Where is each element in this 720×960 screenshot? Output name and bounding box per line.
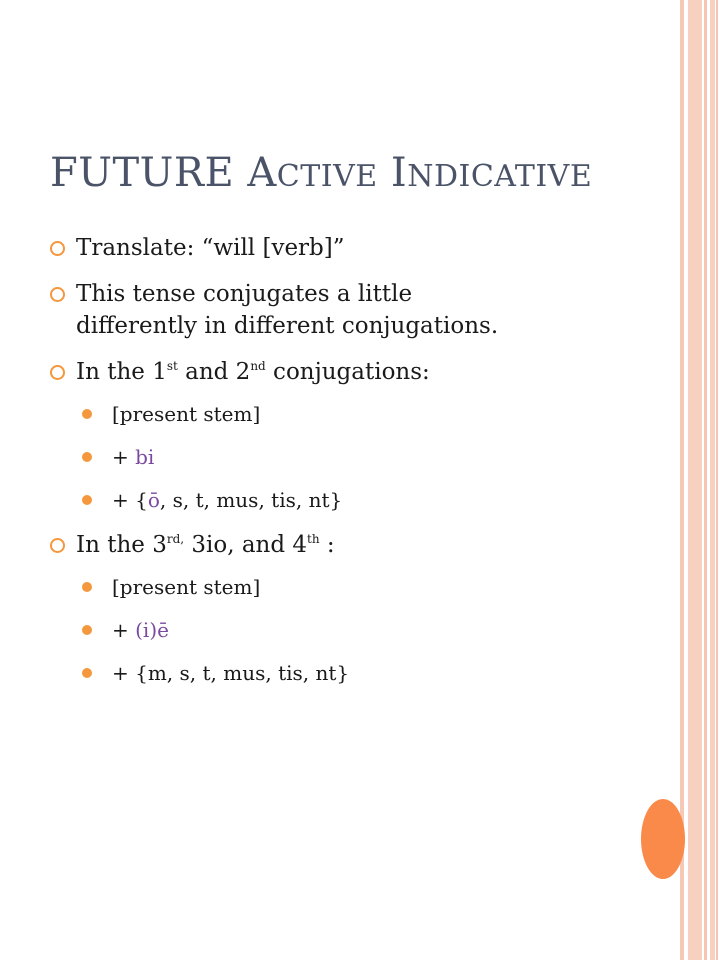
sub-bullet-infix-bi: + bi [80, 443, 670, 471]
border-stripe [704, 0, 707, 960]
infix-bi: bi [135, 445, 155, 469]
sub-bullet-endings: + {m, s, t, mus, tis, nt} [80, 659, 670, 687]
sub-bullet-endings: + {ō, s, t, mus, tis, nt} [80, 486, 670, 514]
bullet-third-fourth-conjugations: In the $3^{rd,}$ 3io, and 4th : [50, 529, 670, 561]
sub-bullet-present-stem: [present stem] [80, 573, 670, 601]
sub-bullet-present-stem: [present stem] [80, 400, 670, 428]
sub-bullet-infix-ie: + (i)ē [80, 616, 670, 644]
border-stripe [688, 0, 702, 960]
bullet-tense-note: This tense conjugates a little differently in different conjugations. [50, 278, 670, 342]
border-stripe [710, 0, 715, 960]
infix-ie: (i)ē [135, 618, 169, 642]
bullet-first-second-conjugations: In the 1st and 2nd conjugations: [50, 356, 670, 388]
decorative-oval [641, 799, 685, 879]
slide-title: FUTURE ACTIVE INDICATIVE [50, 150, 593, 196]
bullet-translate: Translate: “will [verb]” [50, 232, 670, 264]
border-stripe [716, 0, 718, 960]
bullet-list [50, 232, 670, 702]
